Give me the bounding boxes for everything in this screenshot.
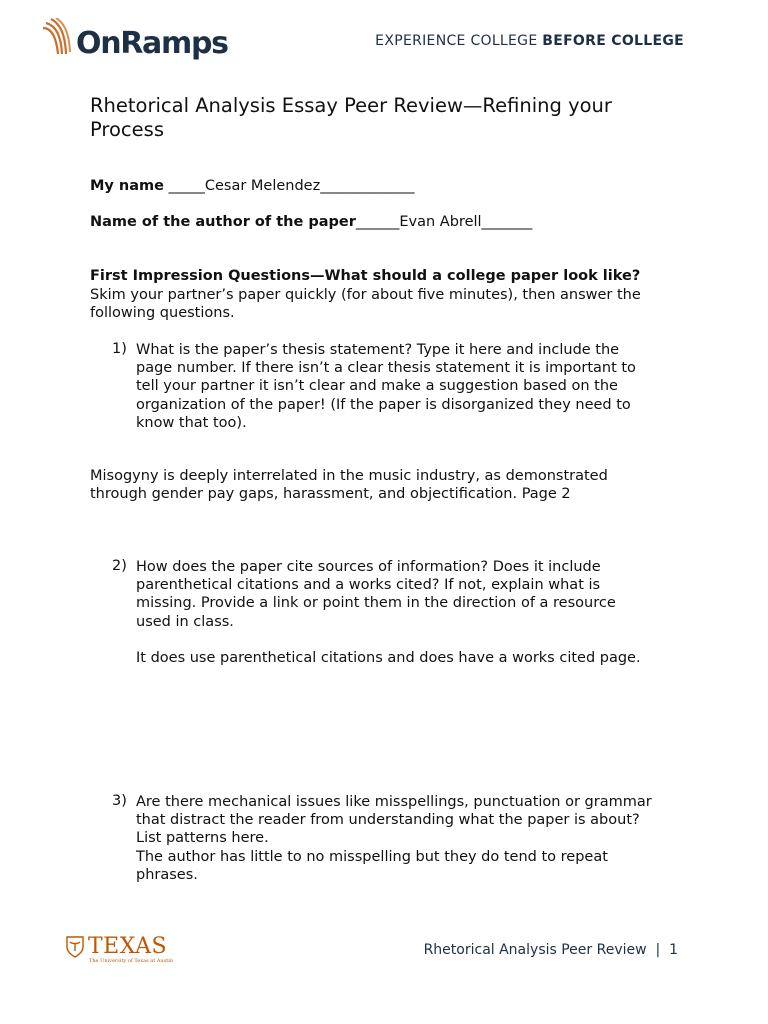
question-line: that distract the reader from understanding what the paper is about? <box>136 812 640 829</box>
author-label: Name of the author of the paper <box>90 214 356 230</box>
question-line: Are there mechanical issues like misspellings, punctuation or grammar <box>136 794 652 810</box>
question-line: What is the paper’s thesis statement? Type it here and include the <box>136 342 620 358</box>
tagline-regular: EXPERIENCE COLLEGE <box>375 33 543 49</box>
question-3-text <box>136 793 686 884</box>
answer-line: Misogyny is deeply interrelated in the music industry, as demonstrated <box>90 468 608 484</box>
answer-3-line[interactable]: The author has little to no misspelling but they do tend to repeat <box>136 848 608 865</box>
ut-texas-logo <box>66 934 174 968</box>
question-2-text <box>136 558 686 631</box>
onramps-logo <box>40 16 240 64</box>
answer-line: through gender pay gaps, harassment, and objectification. Page 2 <box>90 486 571 503</box>
my-name-suffix: _____________ <box>320 178 415 194</box>
title-line: Rhetorical Analysis Essay Peer Review—Refining your <box>90 94 612 117</box>
author-prefix: ______ <box>355 214 400 230</box>
intro-line: Skim your partner’s paper quickly (for about five minutes), then answer the <box>90 287 641 303</box>
question-line: know that too). <box>136 414 247 431</box>
question-2-number: 2) <box>112 558 127 574</box>
answer-1[interactable] <box>90 467 690 503</box>
page-title <box>90 94 670 142</box>
answer-2[interactable]: It does use parenthetical citations and does have a works cited page. <box>136 650 641 666</box>
question-line: parenthetical citations and a works cited? If not, explain what is <box>136 577 601 594</box>
header-tagline <box>375 33 684 49</box>
texas-wordmark: TEXAS <box>88 934 168 959</box>
question-line: organization of the paper! (If the paper is disorganized they need to <box>136 396 631 413</box>
question-1-number: 1) <box>112 341 127 357</box>
section-heading: First Impression Questions—What should a college paper look like? <box>90 268 641 284</box>
my-name-value[interactable]: Cesar Melendez <box>204 178 321 194</box>
my-name-label: My name <box>90 178 164 194</box>
question-line: missing. Provide a link or point them in the direction of a resource <box>136 595 616 612</box>
texas-subtitle: The University of Texas at Austin <box>89 958 174 964</box>
longhorn-shield-icon <box>66 936 84 958</box>
question-line: page number. If there isn’t a clear thesis statement it is important to <box>136 360 636 377</box>
title-line: Process <box>90 118 164 141</box>
intro-line: following questions. <box>90 305 235 322</box>
author-suffix: _______ <box>481 214 533 230</box>
onramps-swoosh-icon <box>40 18 74 58</box>
question-line: How does the paper cite sources of information? Does it include <box>136 559 601 575</box>
question-1-text <box>136 341 686 432</box>
author-name-field <box>90 214 532 230</box>
question-line: used in class. <box>136 613 234 630</box>
tagline-bold: BEFORE COLLEGE <box>542 33 684 49</box>
question-line: List patterns here. <box>136 830 269 847</box>
footer-page-label: Rhetorical Analysis Peer Review | 1 <box>423 942 678 958</box>
logo-text: OnRamps <box>76 26 228 61</box>
my-name-field <box>90 178 414 194</box>
answer-3-line[interactable]: phrases. <box>136 866 198 883</box>
author-value[interactable]: Evan Abrell <box>399 214 482 230</box>
section-intro <box>90 286 690 322</box>
my-name-prefix: _____ <box>163 178 205 194</box>
question-line: tell your partner it isn’t clear and make a suggestion based on the <box>136 378 618 395</box>
question-3-number: 3) <box>112 793 127 809</box>
